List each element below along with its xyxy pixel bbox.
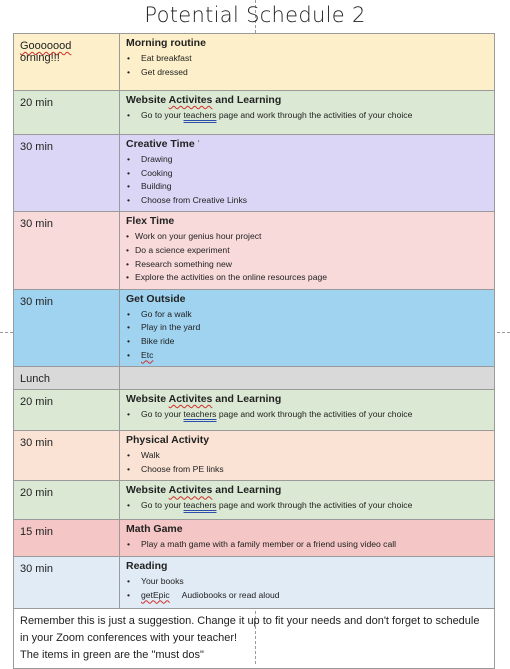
activity-list xyxy=(126,230,488,284)
time-cell xyxy=(14,212,120,289)
activity-item: • Get dressed xyxy=(126,66,488,80)
time-label: 15 min xyxy=(20,526,54,539)
activity-cell xyxy=(120,212,495,289)
schedule-row xyxy=(14,481,495,520)
time-label: 30 min xyxy=(20,295,54,308)
activity-title: Website Activites and Learning xyxy=(126,484,282,497)
schedule-row xyxy=(14,212,495,289)
activity-title: Math Game xyxy=(126,523,183,536)
activity-cell xyxy=(120,367,495,390)
activity-item: • getEpic Audiobooks or read aloud xyxy=(126,589,488,603)
time-label: 20 min xyxy=(20,396,54,409)
activity-item: • Go for a walk xyxy=(126,308,488,322)
activity-cell xyxy=(120,556,495,608)
time-cell xyxy=(14,481,120,520)
activity-title: Website Activites and Learning xyxy=(126,94,282,106)
footer-line-1: Remember this is just a suggestion. Change it up to fit your needs and don't forget to schedule in your Zoom conferences with your teacher! xyxy=(20,614,480,644)
activity-item: • Go to your teachers page and work through the activities of your choice xyxy=(126,109,488,123)
schedule-row xyxy=(14,289,495,366)
activity-item: • Research something new xyxy=(126,258,488,272)
schedule-row xyxy=(14,135,495,212)
activity-list xyxy=(126,109,488,123)
activity-title: Physical Activity xyxy=(126,434,210,447)
activity-list xyxy=(126,308,488,362)
footer-row xyxy=(14,608,495,668)
activity-title: Reading xyxy=(126,559,168,572)
schedule-row xyxy=(14,556,495,608)
time-cell xyxy=(14,431,120,481)
activity-cell xyxy=(120,289,495,366)
time-cell xyxy=(14,367,120,390)
time-cell xyxy=(14,135,120,212)
activity-cell xyxy=(120,520,495,557)
activity-list xyxy=(126,408,488,422)
activity-cell xyxy=(120,431,495,481)
activity-item: • Etc xyxy=(126,349,488,363)
schedule-row xyxy=(14,390,495,431)
activity-title: Morning routine xyxy=(126,37,206,49)
time-cell xyxy=(14,556,120,608)
schedule-table xyxy=(13,33,495,669)
activity-item: • Bike ride xyxy=(126,335,488,349)
schedule-row xyxy=(14,34,495,91)
activity-title: Website Activites and Learning xyxy=(126,393,282,406)
time-label: 30 min xyxy=(20,562,54,575)
activity-item: • Your books xyxy=(126,575,488,589)
activity-list xyxy=(126,153,488,207)
activity-list xyxy=(126,449,488,476)
time-label: 30 min xyxy=(20,437,54,450)
activity-item: • Work on your genius hour project xyxy=(126,230,488,244)
time-label: 20 min xyxy=(20,487,54,500)
activity-cell xyxy=(120,91,495,135)
schedule-row xyxy=(14,367,495,390)
activity-list xyxy=(126,52,488,79)
activity-item: • Walk xyxy=(126,449,488,463)
activity-cell xyxy=(120,390,495,431)
time-label: 30 min xyxy=(20,141,54,153)
schedule-row xyxy=(14,91,495,135)
activity-item: • Eat breakfast xyxy=(126,52,488,66)
activity-item: • Go to your teachers page and work through the activities of your choice xyxy=(126,408,488,422)
activity-cell xyxy=(120,135,495,212)
activity-item: • Cooking xyxy=(126,167,488,181)
time-cell xyxy=(14,91,120,135)
activity-item: • Choose from Creative Links xyxy=(126,194,488,208)
activity-item: • Play in the yard xyxy=(126,321,488,335)
time-cell xyxy=(14,520,120,557)
time-label: Lunch xyxy=(20,373,50,386)
footer-line-2: The items in green are the "must dos" xyxy=(20,648,204,661)
activity-item: • Drawing xyxy=(126,153,488,167)
schedule-row xyxy=(14,431,495,481)
activity-item: • Building xyxy=(126,180,488,194)
time-cell xyxy=(14,34,120,91)
activity-list xyxy=(126,538,488,552)
time-cell xyxy=(14,390,120,431)
page-title: Potential Schedule 2 xyxy=(144,3,366,27)
activity-title: Get Outside xyxy=(126,292,186,305)
activity-item: • Go to your teachers page and work through the activities of your choice xyxy=(126,499,488,513)
time-cell xyxy=(14,289,120,366)
activity-title: Flex Time xyxy=(126,215,175,228)
activity-list xyxy=(126,499,488,513)
activity-cell xyxy=(120,34,495,91)
schedule-row xyxy=(14,520,495,557)
activity-item: • Do a science experiment xyxy=(126,244,488,258)
time-label: Gooooood orning!!! xyxy=(20,40,72,64)
activity-cell xyxy=(120,481,495,520)
footer-note xyxy=(14,608,495,668)
activity-item: • Play a math game with a family member or a friend using video call xyxy=(126,538,488,552)
activity-list xyxy=(126,575,488,602)
time-label: 20 min xyxy=(20,97,54,109)
time-label: 30 min xyxy=(20,218,54,231)
activity-item: • Explore the activities on the online resources page xyxy=(126,271,488,285)
activity-item: • Choose from PE links xyxy=(126,463,488,477)
activity-title: Creative Time ' xyxy=(126,138,200,150)
